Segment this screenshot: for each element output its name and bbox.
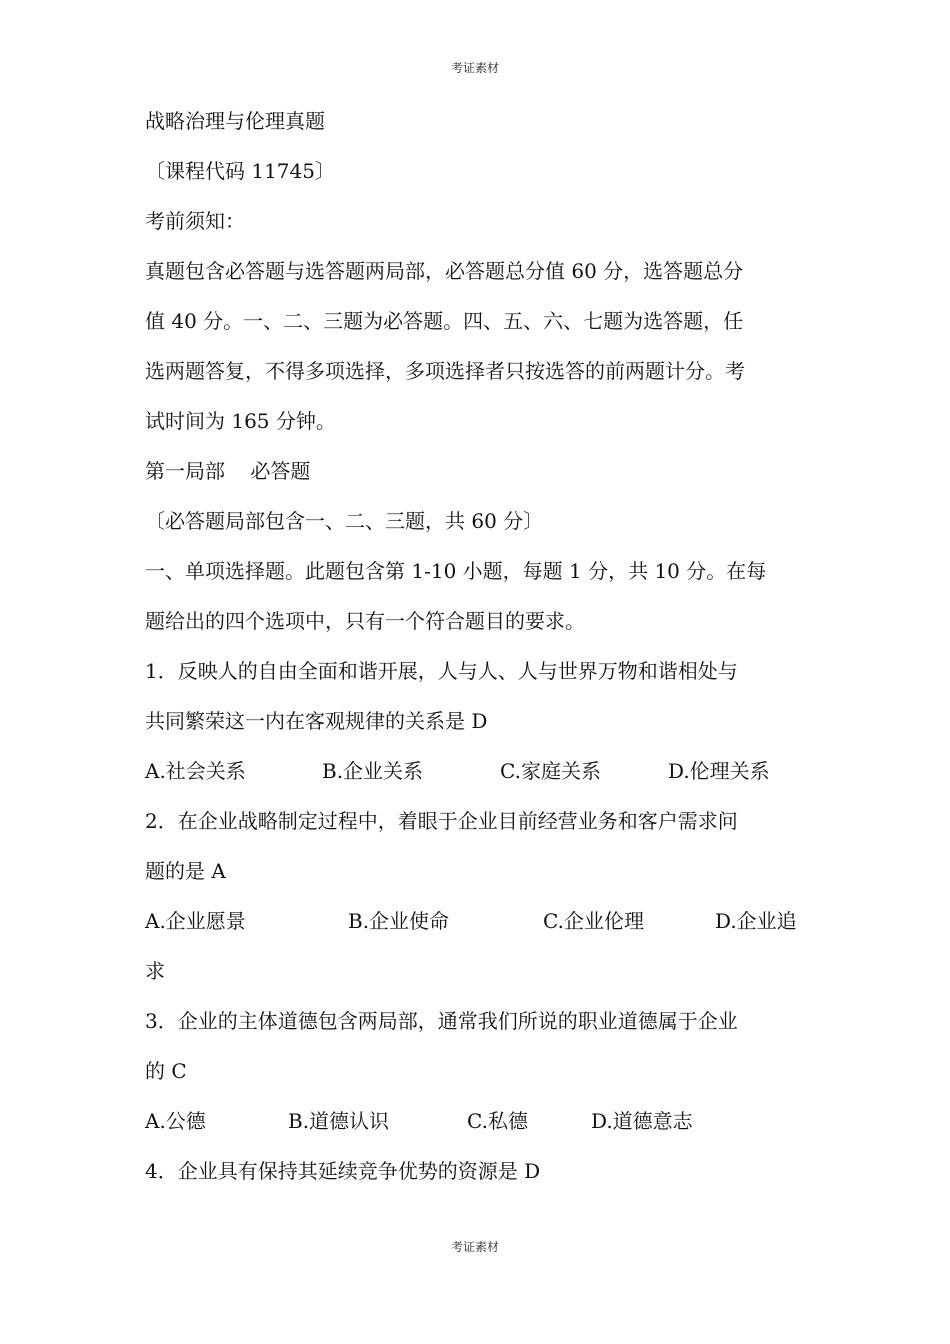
question-2-text: 2．在企业战略制定过程中，着眼于企业目前经营业务和客户需求问 [145, 809, 738, 833]
question-1-options [145, 753, 825, 803]
option-a: A.社会关系 [145, 759, 246, 783]
question-4-text: 4．企业具有保持其延续竞争优势的资源是 D [145, 1159, 541, 1183]
option-d-wrap: 求 [145, 959, 165, 983]
question-1-text: 1．反映人的自由全面和谐开展，人与人、人与世界万物和谐相处与 [145, 659, 738, 683]
part1-heading: 第一局部 必答题 [145, 459, 311, 483]
course-code: 〔课程代码 11745〕 [145, 159, 335, 183]
document-body [145, 103, 825, 1203]
section1-instruction: 题给出的四个选项中，只有一个符合题目的要求。 [145, 609, 585, 633]
question-3-text: 3．企业的主体道德包含两局部，通常我们所说的职业道德属于企业 [145, 1009, 738, 1033]
page-footer: 考证素材 [450, 1240, 499, 1254]
option-c: C.企业伦理 [543, 909, 644, 933]
option-b: B.道德认识 [288, 1109, 390, 1133]
option-a: A.公德 [145, 1109, 206, 1133]
option-c: C.家庭关系 [500, 759, 601, 783]
question-3-options [145, 1103, 825, 1153]
notice-line: 选两题答复，不得多项选择，多项选择者只按选答的前两题计分。考 [145, 359, 745, 383]
option-a: A.企业愿景 [145, 909, 246, 933]
option-d: D.伦理关系 [668, 759, 770, 783]
question-3-text: 的 C [145, 1059, 187, 1083]
question-2-text: 题的是 A [145, 859, 226, 883]
question-2-options [145, 903, 825, 953]
option-d: D.道德意志 [591, 1109, 693, 1133]
option-c: C.私德 [467, 1109, 528, 1133]
notice-line: 试时间为 165 分钟。 [145, 409, 336, 433]
notice-heading: 考前须知： [145, 209, 245, 233]
part1-note: 〔必答题局部包含一、二、三题，共 60 分〕 [145, 509, 544, 533]
option-b: B.企业关系 [322, 759, 424, 783]
document-title: 战略治理与伦理真题 [145, 109, 325, 133]
notice-line: 真题包含必答题与选答题两局部，必答题总分值 60 分，选答题总分 [145, 259, 744, 283]
option-d: D.企业追 [715, 909, 797, 933]
notice-line: 值 40 分。一、二、三题为必答题。四、五、六、七题为选答题，任 [145, 309, 744, 333]
page-header: 考证素材 [450, 61, 499, 75]
question-1-text: 共同繁荣这一内在客观规律的关系是 D [145, 709, 488, 733]
section1-instruction: 一、单项选择题。此题包含第 1-10 小题，每题 1 分，共 10 分。在每 [145, 559, 767, 583]
option-b: B.企业使命 [348, 909, 450, 933]
